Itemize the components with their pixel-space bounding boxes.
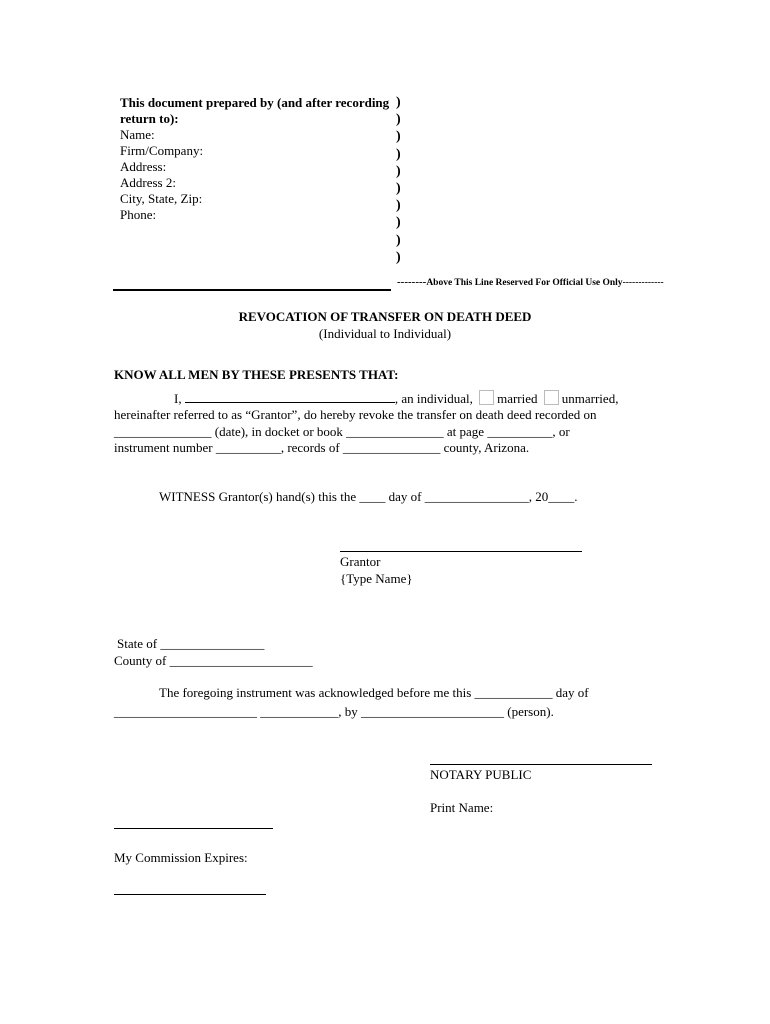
paren: ): [396, 146, 401, 162]
field-firm-label: Firm/Company:: [120, 143, 204, 158]
official-dashes-left: --------: [397, 276, 427, 288]
paren: ): [396, 181, 401, 197]
prepared-by-heading-2: return to):: [120, 111, 179, 126]
print-name-label: Print Name:: [430, 800, 494, 815]
acknowledgment-line-1: The foregoing instrument was acknowledged before me this ____________ day of: [159, 685, 589, 700]
married-checkbox[interactable]: [479, 390, 494, 405]
notary-signature-line[interactable]: [430, 764, 652, 765]
official-use-rule: [113, 289, 391, 291]
parenthesis-column: [396, 94, 401, 266]
know-all-heading: KNOW ALL MEN BY THESE PRESENTS THAT:: [114, 367, 399, 382]
paren: ): [396, 198, 401, 214]
paren: ): [396, 215, 401, 231]
body-prefix: I,: [174, 391, 182, 406]
grantor-type-name: {Type Name}: [340, 571, 413, 586]
paren: ): [396, 249, 401, 265]
married-label: married: [497, 391, 538, 406]
state-line: State of ________________: [117, 636, 265, 651]
commission-expires-line[interactable]: [114, 894, 266, 895]
field-phone-label: Phone:: [120, 207, 157, 222]
county-line: County of ______________________: [114, 653, 313, 668]
field-address-label: Address:: [120, 159, 167, 174]
unmarried-label: unmarried,: [561, 391, 619, 406]
document-subtitle: (Individual to Individual): [318, 326, 452, 341]
field-name-label: Name:: [120, 127, 155, 142]
body-line-2: hereinafter referred to as “Grantor”, do hereby revoke the transfer on death deed recorded on: [114, 407, 597, 422]
acknowledgment-line-2: ______________________ ____________, by ______________________ (person).: [114, 704, 554, 719]
paren: ): [396, 163, 401, 179]
grantor-name-blank[interactable]: [185, 390, 395, 403]
official-dashes-right: -------------: [622, 278, 664, 288]
official-use-notice: [397, 276, 664, 288]
witness-line: WITNESS Grantor(s) hand(s) this the ____ day of ________________, 20____.: [159, 489, 578, 504]
paren: ): [396, 112, 401, 128]
official-use-label: Above This Line Reserved For Official Use Only: [426, 278, 623, 288]
body-line-3: _______________ (date), in docket or book _______________ at page __________, or: [114, 424, 570, 439]
document-title: REVOCATION OF TRANSFER ON DEATH DEED: [238, 309, 532, 324]
paren: ): [396, 95, 401, 110]
prepared-by-block: [120, 95, 395, 223]
grantor-label: Grantor: [340, 554, 381, 569]
field-city-state-zip-label: City, State, Zip:: [120, 191, 203, 206]
paren: ): [396, 129, 401, 145]
prepared-by-heading-1: This document prepared by (and after recording: [120, 95, 390, 110]
body-individual: , an individual,: [394, 391, 473, 406]
unmarried-checkbox[interactable]: [544, 390, 559, 405]
body-line-4: instrument number __________, records of _______________ county, Arizona.: [114, 440, 530, 455]
paren: ): [396, 232, 401, 248]
print-name-line[interactable]: [114, 828, 273, 829]
field-address2-label: Address 2:: [120, 175, 176, 190]
commission-expires-label: My Commission Expires:: [114, 850, 248, 865]
grantor-signature-line[interactable]: [340, 551, 582, 552]
notary-public-label: NOTARY PUBLIC: [430, 767, 532, 782]
body-line-1: [174, 390, 618, 407]
